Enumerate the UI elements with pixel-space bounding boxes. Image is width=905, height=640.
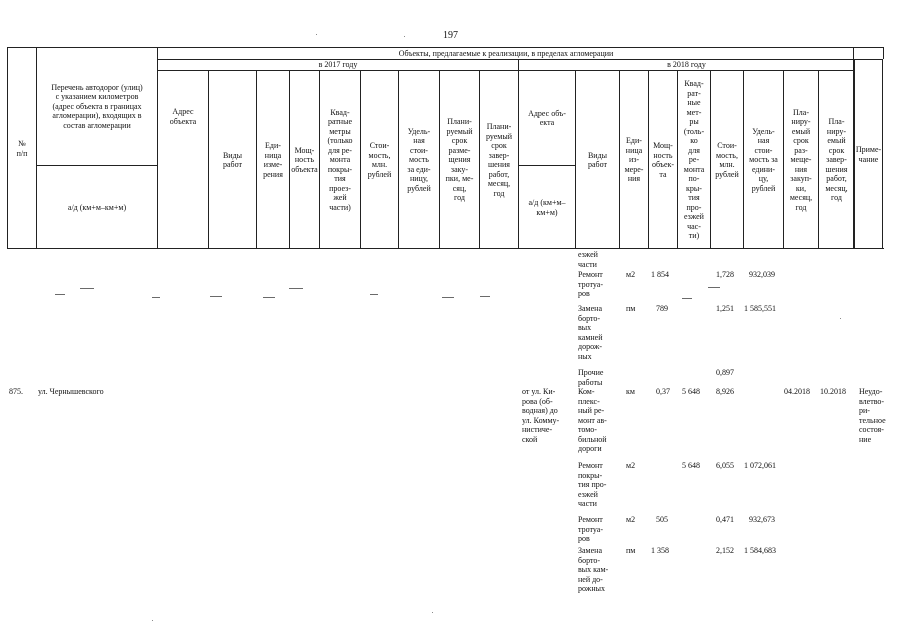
header-2017-unit-cost: Удель- ная стои- мость за еди- ницу, рублей: [398, 70, 439, 249]
header-2018-unit-cost: Удель- ная стои- мость за едини- цу, рублей: [743, 70, 783, 249]
header-frame-top-right: [854, 47, 884, 48]
header-2018-address-sub: а/д (км+м– км+м): [518, 165, 575, 249]
paving-unit-cost: 1 072,061: [744, 461, 776, 470]
main-end-date: 10.2018: [820, 387, 846, 396]
curb1-unit: пм: [626, 304, 636, 313]
main-num: 875.: [9, 387, 23, 396]
main-sqm: 5 648: [682, 387, 700, 396]
curb1-work: Замена борто- вых камней дорож- ных: [578, 304, 603, 361]
header-2018-sqm: Квад- рат- ные мет- ры (толь- ко для ре- монта по- кры- тия про- езжей час- ти): [677, 70, 710, 249]
sidewalk1-unit: м2: [626, 270, 636, 279]
scan-mark: [404, 36, 405, 37]
page-number: 197: [443, 30, 458, 41]
main-note: Неудо- влетво- ри- тельное состоя- ние: [859, 387, 886, 444]
header-2017-cost: Стои- мость, млн. рублей: [360, 70, 398, 249]
scan-mark: [289, 288, 303, 289]
main-capacity: 0,37: [656, 387, 670, 396]
paving-work: Ремонт покры- тия про- езжей части: [578, 461, 607, 508]
header-2018-unit: Еди- ница из- мере- ния: [619, 70, 648, 249]
main-cost: 8,926: [716, 387, 734, 396]
curb2-unit: пм: [626, 546, 636, 555]
paving-cost: 6,055: [716, 461, 734, 470]
scan-mark: [840, 318, 841, 319]
header-2018-end-date: Пла- ниру- емый срок завер- шения работ, месяц, год: [818, 70, 854, 249]
main-unit: км: [626, 387, 635, 396]
main-work: Ком- плекс- ный ре- монт ав- томо- бильной дороги: [578, 387, 607, 453]
main-address: от ул. Ки- рова (об- водная) до ул. Комму- нистиче- ской: [522, 387, 560, 444]
scan-mark: [263, 297, 275, 298]
scan-mark: [442, 297, 454, 298]
header-2017-procurement: Плани- руемый срок разме- щения заку- пки, ме- сяц, год: [439, 70, 479, 249]
sidewalk1-capacity: 1 854: [651, 270, 669, 279]
curb2-capacity: 1 358: [651, 546, 669, 555]
sidewalk2-unit: м2: [626, 515, 636, 524]
scan-mark: [152, 620, 153, 621]
sidewalk1-cost: 1,728: [716, 270, 734, 279]
curb1-cost: 1,251: [716, 304, 734, 313]
scan-mark: [480, 296, 490, 297]
scan-mark: [210, 296, 222, 297]
sidewalk2-unit-cost: 932,673: [749, 515, 775, 524]
scan-mark: [80, 288, 94, 289]
header-2018-address: Адрес объ- екта: [518, 70, 575, 165]
curb1-unit-cost: 1 585,551: [744, 304, 776, 313]
curb2-unit-cost: 1 584,683: [744, 546, 776, 555]
scan-mark: [682, 298, 692, 299]
scan-mark: [370, 294, 378, 295]
table-header: [0, 0, 905, 250]
paving-unit: м2: [626, 461, 636, 470]
main-procurement: 04.2018: [784, 387, 810, 396]
header-2018-works: Виды работ: [575, 70, 619, 249]
header-frame-bottom-right: [854, 248, 884, 249]
sidewalk2-work: Ремонт тротуа- ров: [578, 515, 603, 543]
header-2017-capacity: Мощ- ность объекта: [289, 70, 319, 249]
header-year-2017: в 2017 году: [157, 59, 518, 70]
scan-mark: [708, 287, 720, 288]
curb2-cost: 2,152: [716, 546, 734, 555]
sidewalk2-cost: 0,471: [716, 515, 734, 524]
header-2018-cost: Стои- мость, млн. рублей: [710, 70, 743, 249]
other1-work: Прочие работы: [578, 368, 604, 387]
sidewalk2-capacity: 505: [656, 515, 668, 524]
curb2-work: Замена борто- вых кам- ней до- рожных: [578, 546, 609, 593]
header-frame-edge: [883, 47, 884, 59]
scan-mark: [432, 612, 433, 613]
header-num: № п/п: [7, 47, 36, 249]
header-roads-sub: а/д (км+м–км+м): [36, 165, 157, 249]
header-2017-works: Виды работ: [208, 70, 256, 249]
header-2017-address: Адрес объекта: [157, 70, 208, 249]
header-objects-title: Объекты, предлагаемые к реализации, в пределах агломерации: [157, 47, 854, 59]
header-roads: Перечень автодорог (улиц) с указанием километров (адрес объекта в границах агломерации), входящих в состав агломерации: [36, 47, 157, 165]
header-2017-unit: Еди- ница изме- рения: [256, 70, 289, 249]
scan-mark: [152, 297, 160, 298]
carry-work: езжей части: [578, 250, 598, 269]
scan-mark: [55, 294, 65, 295]
curb1-capacity: 789: [656, 304, 668, 313]
header-2018-capacity: Мощ- ность объек- та: [648, 70, 677, 249]
sidewalk1-work: Ремонт тротуа- ров: [578, 270, 603, 298]
header-2018-procurement: Пла- ниру- емый срок раз- меще- ния закуп- ки, месяц, год: [783, 70, 818, 249]
header-2017-end-date: Плани- руемый срок завер- шения работ, месяц, год: [479, 70, 518, 249]
header-2017-sqm: Квад- ратные метры (только для ре- монта покры- тия проез- жей части): [319, 70, 360, 249]
scan-mark: [316, 34, 317, 35]
paving-sqm: 5 648: [682, 461, 700, 470]
main-road: ул. Чернышевского: [38, 387, 104, 396]
header-year-2018: в 2018 году: [518, 59, 854, 70]
header-note: Приме- чание: [854, 59, 883, 249]
sidewalk1-unit-cost: 932,039: [749, 270, 775, 279]
other1-cost: 0,897: [716, 368, 734, 377]
